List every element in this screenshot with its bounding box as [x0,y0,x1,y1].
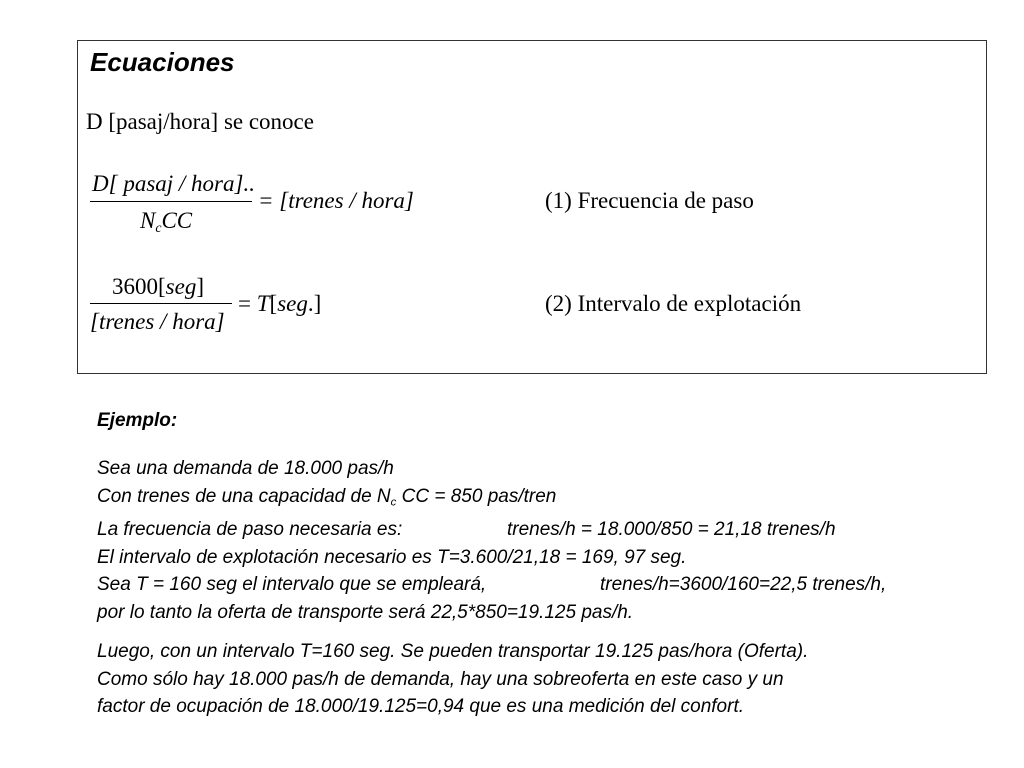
example-line-3 [97,516,997,544]
example-line-5 [97,571,997,599]
example-paragraph-2 [97,638,997,721]
example-line-2 [97,483,997,517]
eq1-rhs: = [trenes / hora] [258,188,414,213]
example-line-1: Sea una demanda de 18.000 pas/h [97,458,394,479]
example-paragraph-1 [97,455,997,626]
box-title: Ecuaciones [90,47,235,77]
eq1-den-cc: CC [161,208,193,233]
eq1-label: (1) Frecuencia de paso [545,188,754,213]
given-statement: D [pasaj/hora] se conoce [86,109,314,134]
eq1-numerator [92,171,255,197]
example-line-2-a: Con trenes de una capacidad de N [97,485,391,507]
eq1-fraction-bar [90,201,252,202]
eq2-rhs-d: seg [277,291,308,316]
eq2-rhs-a: = [238,291,257,316]
eq1-denominator [140,208,192,236]
eq1-num-d: D [92,171,109,196]
eq1-den-sub: c [155,220,162,236]
eq2-rhs [238,291,321,317]
eq2-num-c: ] [196,274,205,299]
example-line-2-b: CC = 850 pas/tren [396,485,557,507]
example-heading: Ejemplo: [97,410,178,431]
example-p2-line-2: Como sólo hay 18.000 pas/h de demanda, hay una sobreoferta en este caso y un [97,668,784,690]
eq2-fraction-bar [90,303,232,304]
eq2-numerator [112,274,204,300]
example-line-4: El intervalo de explotación necesario es T=3.600/21,18 = 169, 97 seg. [97,546,687,568]
eq2-denominator: [trenes / hora] [90,309,225,334]
eq2-rhs-b: T [256,291,270,316]
eq2-num-b: seg [165,274,197,299]
example-line-5-a: Sea T = 160 seg el intervalo que se empleará, [97,574,487,596]
example-line-6: por lo tanto la oferta de transporte será 22,5*850=19.125 pas/h. [97,601,634,623]
example-line-2-sub: c [390,495,397,508]
eq2-num-a: 3600[ [112,274,166,299]
equations-box [77,40,987,374]
example-line-3-b: trenes/h = 18.000/850 = 21,18 trenes/h [507,519,836,541]
eq1-num-rest: [ pasaj / hora].. [108,171,255,196]
example-p2-line-1: Luego, con un intervalo T=160 seg. Se pueden transportar 19.125 pas/hora (Oferta). [97,641,809,662]
eq2-rhs-e: .] [307,291,322,316]
eq2-rhs-c: [ [269,291,278,316]
eq1-den-n: N [140,208,156,233]
example-p2-line-3: factor de ocupación de 18.000/19.125=0,94 que es una medición del confort. [97,696,745,717]
eq2-label: (2) Intervalo de explotación [545,291,802,316]
example-line-3-a: La frecuencia de paso necesaria es: [97,519,403,541]
example-line-5-b: trenes/h=3600/160=22,5 trenes/h, [600,574,887,596]
